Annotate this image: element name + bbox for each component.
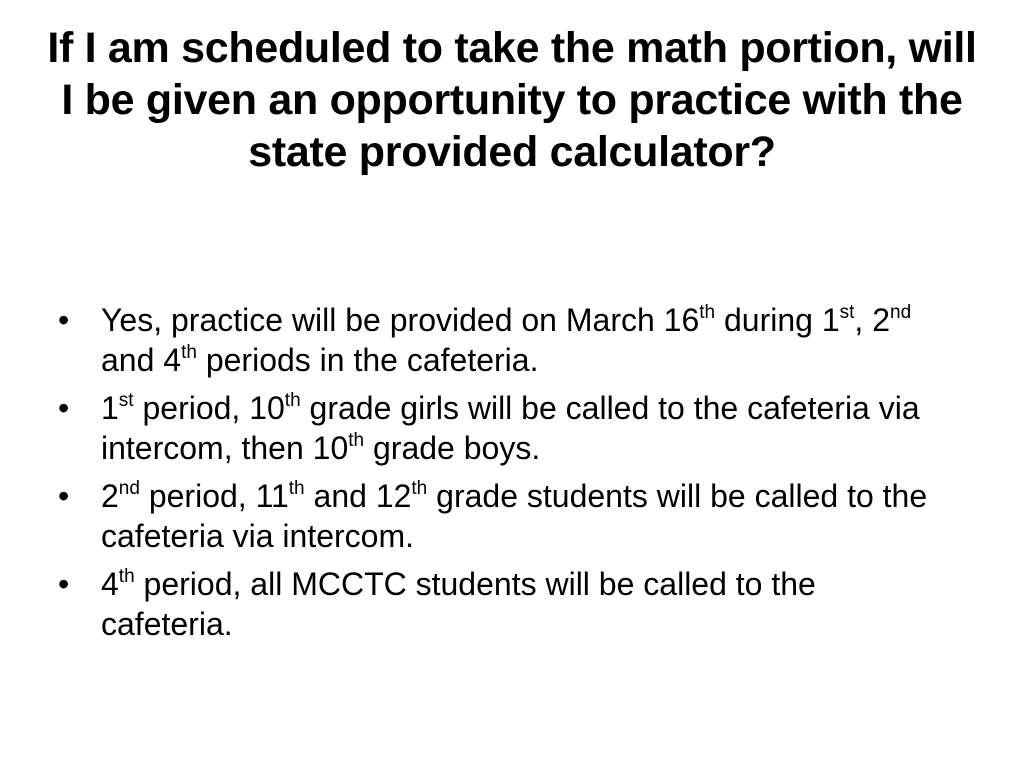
- bullet-text-segment: grade students will be called to the cafeteria via intercom.: [101, 478, 928, 554]
- bullet-text-segment: periods in the cafeteria.: [196, 342, 539, 378]
- bullet-dot-icon: •: [58, 566, 70, 602]
- ordinal-suffix: th: [348, 430, 365, 452]
- ordinal-suffix: th: [284, 390, 301, 412]
- bullet-dot-icon: •: [58, 390, 70, 426]
- bullet-text-segment: and 4: [101, 342, 182, 378]
- bullet-text-segment: and 12: [304, 478, 412, 514]
- bullet-item: [56, 564, 956, 644]
- ordinal-suffix: th: [288, 478, 305, 500]
- bullet-text-segment: , 2: [854, 302, 890, 338]
- bullet-list: [56, 300, 956, 652]
- ordinal-suffix: th: [411, 478, 428, 500]
- ordinal-suffix: th: [181, 342, 197, 364]
- bullet-text: [101, 390, 920, 466]
- bullet-text-segment: 2: [101, 478, 119, 514]
- ordinal-suffix: st: [839, 302, 855, 324]
- bullet-text: [101, 302, 911, 378]
- ordinal-suffix: nd: [118, 478, 140, 500]
- bullet-item: [56, 476, 956, 556]
- bullet-dot-icon: •: [58, 478, 70, 514]
- slide-title: If I am scheduled to take the math portion, will I be given an opportunity to practice with the state provided calculator?: [47, 24, 977, 176]
- ordinal-suffix: nd: [890, 302, 912, 324]
- bullet-text-segment: grade boys.: [364, 430, 541, 466]
- bullet-text-segment: period, 11: [139, 478, 289, 514]
- bullet-text-segment: grade girls will be called to the cafeteria via intercom, then 10: [101, 390, 920, 466]
- bullet-text-segment: 1: [101, 390, 119, 426]
- bullet-dot-icon: •: [58, 302, 70, 338]
- bullet-text-segment: period, 10: [133, 390, 285, 426]
- bullet-item: [56, 300, 956, 380]
- bullet-text: [101, 566, 816, 642]
- ordinal-suffix: th: [118, 566, 135, 588]
- bullet-text-segment: 4: [101, 566, 119, 602]
- bullet-text-segment: period, all MCCTC students will be called to the cafeteria.: [101, 566, 816, 642]
- bullet-text-segment: during 1: [715, 302, 840, 338]
- bullet-text: [101, 478, 927, 554]
- bullet-item: [56, 388, 956, 468]
- ordinal-suffix: th: [699, 302, 716, 324]
- ordinal-suffix: st: [118, 390, 134, 412]
- bullet-text-segment: Yes, practice will be provided on March 16: [101, 302, 700, 338]
